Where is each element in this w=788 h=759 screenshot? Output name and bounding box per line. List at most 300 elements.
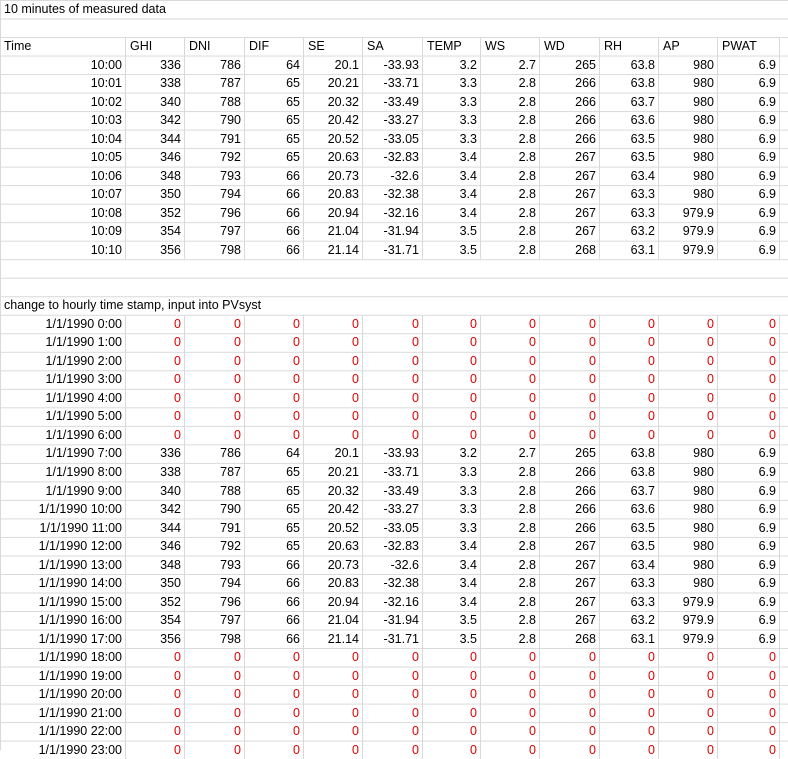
value-cell[interactable]: 2.8 (481, 241, 540, 260)
value-cell[interactable]: 980 (659, 574, 718, 593)
value-cell[interactable]: 3.4 (423, 556, 481, 575)
value-cell[interactable]: 63.3 (600, 574, 659, 593)
value-cell[interactable]: 340 (126, 482, 185, 501)
value-cell[interactable]: 0 (481, 722, 540, 741)
value-cell[interactable]: 20.73 (304, 167, 363, 186)
value-cell[interactable]: 356 (126, 241, 185, 260)
value-cell[interactable]: 980 (659, 56, 718, 75)
value-cell[interactable]: 20.42 (304, 111, 363, 130)
value-cell[interactable]: 0 (126, 315, 185, 334)
value-cell[interactable]: 798 (185, 630, 245, 649)
value-cell[interactable]: -31.71 (363, 630, 423, 649)
value-cell[interactable]: 342 (126, 500, 185, 519)
value-cell[interactable]: 20.83 (304, 574, 363, 593)
value-cell[interactable]: 268 (540, 630, 600, 649)
value-cell[interactable]: 0 (245, 741, 304, 759)
value-cell[interactable]: 3.4 (423, 574, 481, 593)
value-cell[interactable]: 267 (540, 222, 600, 241)
value-cell[interactable]: 63.8 (600, 74, 659, 93)
value-cell[interactable]: -32.6 (363, 167, 423, 186)
timestamp-cell[interactable]: 1/1/1990 9:00 (0, 482, 126, 501)
value-cell[interactable]: 0 (126, 389, 185, 408)
value-cell[interactable]: 0 (540, 407, 600, 426)
value-cell[interactable]: 0 (540, 389, 600, 408)
value-cell[interactable]: 0 (481, 648, 540, 667)
value-cell[interactable]: 0 (659, 407, 718, 426)
value-cell[interactable]: 0 (126, 741, 185, 759)
value-cell[interactable]: 0 (718, 426, 780, 445)
value-cell[interactable]: 787 (185, 74, 245, 93)
value-cell[interactable]: 980 (659, 74, 718, 93)
timestamp-cell[interactable]: 1/1/1990 0:00 (0, 315, 126, 334)
column-header-ws[interactable]: WS (481, 37, 540, 56)
value-cell[interactable]: 6.9 (718, 574, 780, 593)
value-cell[interactable]: 0 (185, 352, 245, 371)
value-cell[interactable]: -32.83 (363, 537, 423, 556)
value-cell[interactable]: 3.5 (423, 630, 481, 649)
value-cell[interactable]: 267 (540, 574, 600, 593)
value-cell[interactable]: 0 (126, 407, 185, 426)
value-cell[interactable]: 3.4 (423, 148, 481, 167)
value-cell[interactable]: 980 (659, 444, 718, 463)
timestamp-cell[interactable]: 1/1/1990 2:00 (0, 352, 126, 371)
value-cell[interactable]: 63.5 (600, 130, 659, 149)
value-cell[interactable]: 0 (363, 333, 423, 352)
column-header-sa[interactable]: SA (363, 37, 423, 56)
value-cell[interactable]: 65 (245, 74, 304, 93)
value-cell[interactable]: 0 (363, 426, 423, 445)
value-cell[interactable]: 0 (600, 685, 659, 704)
value-cell[interactable]: 266 (540, 463, 600, 482)
value-cell[interactable]: -33.05 (363, 130, 423, 149)
value-cell[interactable]: 0 (423, 685, 481, 704)
value-cell[interactable]: 0 (245, 685, 304, 704)
value-cell[interactable]: 267 (540, 593, 600, 612)
value-cell[interactable]: 20.32 (304, 93, 363, 112)
column-header-wd[interactable]: WD (540, 37, 600, 56)
column-header-se[interactable]: SE (304, 37, 363, 56)
value-cell[interactable]: 0 (540, 333, 600, 352)
value-cell[interactable]: 6.9 (718, 148, 780, 167)
value-cell[interactable]: 63.2 (600, 611, 659, 630)
value-cell[interactable]: 0 (304, 407, 363, 426)
value-cell[interactable]: 0 (363, 648, 423, 667)
value-cell[interactable]: 66 (245, 630, 304, 649)
value-cell[interactable]: -33.49 (363, 93, 423, 112)
value-cell[interactable]: 791 (185, 130, 245, 149)
value-cell[interactable]: 6.9 (718, 500, 780, 519)
value-cell[interactable]: 3.3 (423, 111, 481, 130)
value-cell[interactable]: 788 (185, 93, 245, 112)
value-cell[interactable]: 63.4 (600, 167, 659, 186)
value-cell[interactable]: 354 (126, 222, 185, 241)
value-cell[interactable]: 66 (245, 611, 304, 630)
value-cell[interactable]: 266 (540, 130, 600, 149)
value-cell[interactable]: 3.4 (423, 185, 481, 204)
value-cell[interactable]: 0 (600, 315, 659, 334)
value-cell[interactable]: 63.1 (600, 630, 659, 649)
value-cell[interactable]: 0 (540, 370, 600, 389)
value-cell[interactable]: 20.94 (304, 593, 363, 612)
value-cell[interactable]: -33.27 (363, 111, 423, 130)
value-cell[interactable]: 6.9 (718, 630, 780, 649)
value-cell[interactable]: -33.27 (363, 500, 423, 519)
value-cell[interactable]: 0 (363, 704, 423, 723)
value-cell[interactable]: 20.52 (304, 130, 363, 149)
timestamp-cell[interactable]: 1/1/1990 8:00 (0, 463, 126, 482)
value-cell[interactable]: 979.9 (659, 204, 718, 223)
value-cell[interactable]: 348 (126, 556, 185, 575)
value-cell[interactable]: 0 (363, 685, 423, 704)
value-cell[interactable]: 20.21 (304, 74, 363, 93)
column-header-pwat[interactable]: PWAT (718, 37, 780, 56)
value-cell[interactable]: 0 (600, 407, 659, 426)
time-cell[interactable]: 10:01 (0, 74, 126, 93)
value-cell[interactable]: -33.93 (363, 56, 423, 75)
value-cell[interactable]: 0 (304, 333, 363, 352)
value-cell[interactable]: 0 (185, 315, 245, 334)
timestamp-cell[interactable]: 1/1/1990 20:00 (0, 685, 126, 704)
value-cell[interactable]: 266 (540, 519, 600, 538)
value-cell[interactable]: 0 (304, 667, 363, 686)
value-cell[interactable]: 3.4 (423, 167, 481, 186)
value-cell[interactable]: 980 (659, 185, 718, 204)
value-cell[interactable]: 6.9 (718, 56, 780, 75)
value-cell[interactable]: 6.9 (718, 593, 780, 612)
value-cell[interactable]: 0 (304, 704, 363, 723)
value-cell[interactable]: 20.1 (304, 56, 363, 75)
value-cell[interactable]: 0 (245, 370, 304, 389)
value-cell[interactable]: 0 (659, 685, 718, 704)
value-cell[interactable]: 3.3 (423, 482, 481, 501)
column-header-ghi[interactable]: GHI (126, 37, 185, 56)
value-cell[interactable]: 980 (659, 463, 718, 482)
value-cell[interactable]: 3.3 (423, 93, 481, 112)
value-cell[interactable]: 0 (126, 685, 185, 704)
value-cell[interactable]: 980 (659, 556, 718, 575)
value-cell[interactable]: 338 (126, 463, 185, 482)
value-cell[interactable]: 798 (185, 241, 245, 260)
value-cell[interactable]: 352 (126, 593, 185, 612)
value-cell[interactable]: 2.8 (481, 74, 540, 93)
value-cell[interactable]: 356 (126, 630, 185, 649)
value-cell[interactable]: 0 (718, 407, 780, 426)
value-cell[interactable]: 0 (481, 426, 540, 445)
value-cell[interactable]: 268 (540, 241, 600, 260)
value-cell[interactable]: 0 (481, 315, 540, 334)
value-cell[interactable]: 65 (245, 148, 304, 167)
value-cell[interactable]: 0 (718, 648, 780, 667)
value-cell[interactable]: 2.8 (481, 500, 540, 519)
value-cell[interactable]: 0 (600, 370, 659, 389)
value-cell[interactable]: -31.71 (363, 241, 423, 260)
value-cell[interactable]: 0 (304, 315, 363, 334)
value-cell[interactable]: 6.9 (718, 463, 780, 482)
value-cell[interactable]: 0 (540, 722, 600, 741)
column-header-dif[interactable]: DIF (245, 37, 304, 56)
timestamp-cell[interactable]: 1/1/1990 7:00 (0, 444, 126, 463)
value-cell[interactable]: 2.8 (481, 574, 540, 593)
value-cell[interactable]: 0 (600, 741, 659, 759)
value-cell[interactable]: 2.8 (481, 93, 540, 112)
timestamp-cell[interactable]: 1/1/1990 17:00 (0, 630, 126, 649)
time-cell[interactable]: 10:08 (0, 204, 126, 223)
value-cell[interactable]: 0 (540, 667, 600, 686)
value-cell[interactable]: 0 (304, 648, 363, 667)
value-cell[interactable]: 3.2 (423, 56, 481, 75)
value-cell[interactable]: 352 (126, 204, 185, 223)
value-cell[interactable]: 0 (245, 426, 304, 445)
value-cell[interactable]: 340 (126, 93, 185, 112)
value-cell[interactable]: 2.8 (481, 519, 540, 538)
timestamp-cell[interactable]: 1/1/1990 19:00 (0, 667, 126, 686)
value-cell[interactable]: 0 (718, 685, 780, 704)
value-cell[interactable]: 0 (600, 648, 659, 667)
value-cell[interactable]: 0 (245, 704, 304, 723)
value-cell[interactable]: 63.7 (600, 93, 659, 112)
value-cell[interactable]: 266 (540, 482, 600, 501)
value-cell[interactable]: 0 (540, 426, 600, 445)
value-cell[interactable]: 0 (481, 370, 540, 389)
value-cell[interactable]: 0 (126, 667, 185, 686)
value-cell[interactable]: 20.42 (304, 500, 363, 519)
value-cell[interactable]: 0 (185, 426, 245, 445)
value-cell[interactable]: 0 (363, 315, 423, 334)
time-cell[interactable]: 10:06 (0, 167, 126, 186)
value-cell[interactable]: 6.9 (718, 537, 780, 556)
value-cell[interactable]: 3.3 (423, 130, 481, 149)
value-cell[interactable]: 0 (540, 352, 600, 371)
value-cell[interactable]: 63.3 (600, 204, 659, 223)
value-cell[interactable]: 0 (363, 722, 423, 741)
value-cell[interactable]: 786 (185, 56, 245, 75)
value-cell[interactable]: 0 (245, 667, 304, 686)
value-cell[interactable]: 0 (718, 389, 780, 408)
value-cell[interactable]: 980 (659, 111, 718, 130)
value-cell[interactable]: 20.32 (304, 482, 363, 501)
value-cell[interactable]: 21.14 (304, 630, 363, 649)
value-cell[interactable]: 0 (423, 352, 481, 371)
value-cell[interactable]: 267 (540, 167, 600, 186)
value-cell[interactable]: -32.16 (363, 593, 423, 612)
value-cell[interactable]: 66 (245, 593, 304, 612)
value-cell[interactable]: 2.8 (481, 204, 540, 223)
column-header-time[interactable]: Time (0, 37, 126, 56)
value-cell[interactable]: 2.8 (481, 482, 540, 501)
value-cell[interactable]: 0 (659, 722, 718, 741)
time-cell[interactable]: 10:00 (0, 56, 126, 75)
value-cell[interactable]: 0 (481, 352, 540, 371)
value-cell[interactable]: 794 (185, 185, 245, 204)
value-cell[interactable]: 0 (185, 667, 245, 686)
value-cell[interactable]: 267 (540, 185, 600, 204)
value-cell[interactable]: 6.9 (718, 611, 780, 630)
value-cell[interactable]: 0 (245, 389, 304, 408)
value-cell[interactable]: 0 (659, 352, 718, 371)
value-cell[interactable]: 0 (718, 704, 780, 723)
value-cell[interactable]: -32.6 (363, 556, 423, 575)
value-cell[interactable]: 980 (659, 130, 718, 149)
value-cell[interactable]: 350 (126, 185, 185, 204)
value-cell[interactable]: 2.7 (481, 56, 540, 75)
value-cell[interactable]: 979.9 (659, 241, 718, 260)
value-cell[interactable]: 0 (659, 704, 718, 723)
value-cell[interactable]: 2.8 (481, 185, 540, 204)
value-cell[interactable]: 2.8 (481, 556, 540, 575)
value-cell[interactable]: 0 (304, 685, 363, 704)
column-header-ap[interactable]: AP (659, 37, 718, 56)
value-cell[interactable]: 0 (600, 333, 659, 352)
value-cell[interactable]: 0 (718, 315, 780, 334)
value-cell[interactable]: 2.8 (481, 111, 540, 130)
timestamp-cell[interactable]: 1/1/1990 12:00 (0, 537, 126, 556)
value-cell[interactable]: 350 (126, 574, 185, 593)
value-cell[interactable]: 797 (185, 611, 245, 630)
value-cell[interactable]: 346 (126, 537, 185, 556)
value-cell[interactable]: 3.3 (423, 500, 481, 519)
value-cell[interactable]: 2.8 (481, 130, 540, 149)
value-cell[interactable]: 6.9 (718, 74, 780, 93)
value-cell[interactable]: 980 (659, 519, 718, 538)
value-cell[interactable]: 63.8 (600, 463, 659, 482)
value-cell[interactable]: 3.3 (423, 74, 481, 93)
timestamp-cell[interactable]: 1/1/1990 13:00 (0, 556, 126, 575)
value-cell[interactable]: 0 (245, 333, 304, 352)
value-cell[interactable]: 21.04 (304, 611, 363, 630)
value-cell[interactable]: 0 (718, 352, 780, 371)
value-cell[interactable]: 2.8 (481, 630, 540, 649)
value-cell[interactable]: 0 (659, 315, 718, 334)
value-cell[interactable]: 63.1 (600, 241, 659, 260)
value-cell[interactable]: 6.9 (718, 185, 780, 204)
value-cell[interactable]: 0 (481, 741, 540, 759)
value-cell[interactable]: 6.9 (718, 130, 780, 149)
value-cell[interactable]: 0 (185, 407, 245, 426)
section-title-hourly[interactable]: change to hourly time stamp, input into PVsyst (4, 298, 262, 313)
value-cell[interactable]: 0 (126, 426, 185, 445)
value-cell[interactable]: 63.5 (600, 519, 659, 538)
value-cell[interactable]: 0 (304, 722, 363, 741)
value-cell[interactable]: 980 (659, 482, 718, 501)
value-cell[interactable]: 0 (659, 741, 718, 759)
value-cell[interactable]: -33.71 (363, 74, 423, 93)
value-cell[interactable]: 65 (245, 537, 304, 556)
value-cell[interactable]: 0 (423, 370, 481, 389)
timestamp-cell[interactable]: 1/1/1990 15:00 (0, 593, 126, 612)
value-cell[interactable]: 6.9 (718, 167, 780, 186)
timestamp-cell[interactable]: 1/1/1990 10:00 (0, 500, 126, 519)
value-cell[interactable]: 6.9 (718, 111, 780, 130)
value-cell[interactable]: 0 (600, 426, 659, 445)
value-cell[interactable]: 0 (481, 407, 540, 426)
timestamp-cell[interactable]: 1/1/1990 1:00 (0, 333, 126, 352)
value-cell[interactable]: 336 (126, 444, 185, 463)
value-cell[interactable]: 63.7 (600, 482, 659, 501)
value-cell[interactable]: 3.4 (423, 204, 481, 223)
value-cell[interactable]: 2.8 (481, 222, 540, 241)
value-cell[interactable]: 6.9 (718, 482, 780, 501)
value-cell[interactable]: 6.9 (718, 93, 780, 112)
value-cell[interactable]: 66 (245, 204, 304, 223)
timestamp-cell[interactable]: 1/1/1990 4:00 (0, 389, 126, 408)
value-cell[interactable]: 0 (245, 352, 304, 371)
value-cell[interactable]: 267 (540, 148, 600, 167)
value-cell[interactable]: 0 (600, 389, 659, 408)
value-cell[interactable]: 0 (600, 704, 659, 723)
value-cell[interactable]: 21.14 (304, 241, 363, 260)
value-cell[interactable]: 0 (304, 426, 363, 445)
value-cell[interactable]: 2.8 (481, 593, 540, 612)
value-cell[interactable]: 790 (185, 500, 245, 519)
value-cell[interactable]: 0 (126, 333, 185, 352)
value-cell[interactable]: 788 (185, 482, 245, 501)
value-cell[interactable]: 66 (245, 185, 304, 204)
value-cell[interactable]: 797 (185, 222, 245, 241)
timestamp-cell[interactable]: 1/1/1990 16:00 (0, 611, 126, 630)
value-cell[interactable]: 3.4 (423, 537, 481, 556)
value-cell[interactable]: 346 (126, 148, 185, 167)
value-cell[interactable]: 266 (540, 74, 600, 93)
value-cell[interactable]: 0 (423, 389, 481, 408)
timestamp-cell[interactable]: 1/1/1990 5:00 (0, 407, 126, 426)
value-cell[interactable]: 63.5 (600, 537, 659, 556)
value-cell[interactable]: 20.52 (304, 519, 363, 538)
value-cell[interactable]: 20.83 (304, 185, 363, 204)
value-cell[interactable]: 65 (245, 482, 304, 501)
value-cell[interactable]: 63.8 (600, 56, 659, 75)
value-cell[interactable]: 3.4 (423, 593, 481, 612)
value-cell[interactable]: 0 (540, 741, 600, 759)
value-cell[interactable]: 65 (245, 519, 304, 538)
value-cell[interactable]: 344 (126, 130, 185, 149)
value-cell[interactable]: 348 (126, 167, 185, 186)
value-cell[interactable]: 265 (540, 444, 600, 463)
value-cell[interactable]: 0 (363, 667, 423, 686)
value-cell[interactable]: 21.04 (304, 222, 363, 241)
value-cell[interactable]: 787 (185, 463, 245, 482)
value-cell[interactable]: 0 (363, 352, 423, 371)
value-cell[interactable]: 0 (363, 741, 423, 759)
value-cell[interactable]: 979.9 (659, 611, 718, 630)
value-cell[interactable]: 0 (304, 389, 363, 408)
value-cell[interactable]: -33.71 (363, 463, 423, 482)
value-cell[interactable]: 0 (363, 370, 423, 389)
value-cell[interactable]: 0 (126, 352, 185, 371)
value-cell[interactable]: 2.8 (481, 537, 540, 556)
value-cell[interactable]: 791 (185, 519, 245, 538)
value-cell[interactable]: 0 (659, 389, 718, 408)
value-cell[interactable]: 0 (718, 333, 780, 352)
value-cell[interactable]: 20.1 (304, 444, 363, 463)
value-cell[interactable]: 790 (185, 111, 245, 130)
value-cell[interactable]: -32.38 (363, 185, 423, 204)
value-cell[interactable]: 0 (423, 407, 481, 426)
value-cell[interactable]: 338 (126, 74, 185, 93)
value-cell[interactable]: 0 (245, 315, 304, 334)
column-header-dni[interactable]: DNI (185, 37, 245, 56)
value-cell[interactable]: -33.93 (363, 444, 423, 463)
value-cell[interactable]: 336 (126, 56, 185, 75)
value-cell[interactable]: 0 (423, 648, 481, 667)
value-cell[interactable]: 794 (185, 574, 245, 593)
value-cell[interactable]: -31.94 (363, 222, 423, 241)
value-cell[interactable]: 6.9 (718, 222, 780, 241)
value-cell[interactable]: 0 (126, 370, 185, 389)
value-cell[interactable]: 0 (185, 370, 245, 389)
value-cell[interactable]: 0 (481, 389, 540, 408)
value-cell[interactable]: 793 (185, 556, 245, 575)
value-cell[interactable]: 65 (245, 463, 304, 482)
